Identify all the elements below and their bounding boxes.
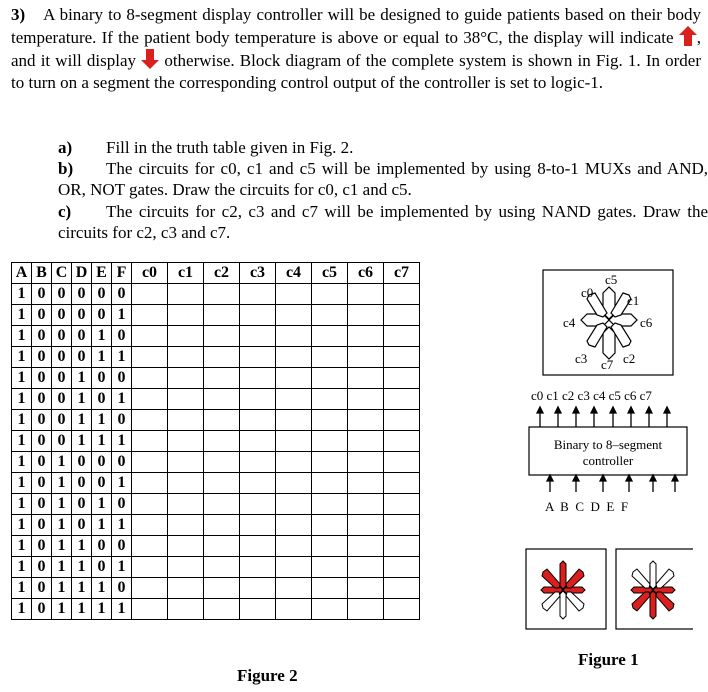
input-cell: 1 xyxy=(12,431,32,452)
output-cell-c7[interactable] xyxy=(384,347,420,368)
truth-table xyxy=(11,262,420,620)
segment-labels xyxy=(563,272,653,372)
output-cell-c1[interactable] xyxy=(168,473,204,494)
output-cell-c7[interactable] xyxy=(384,368,420,389)
question-text-3: otherwise. Block diagram of the complete system is shown in Fig. 1. In order to turn on a segment the corresponding control output of the controller is set to logic-1. xyxy=(11,51,702,92)
seg-label-c7: c7 xyxy=(601,357,614,372)
output-cell-c6[interactable] xyxy=(348,536,384,557)
input-cell: 1 xyxy=(112,305,132,326)
seg-label-c6: c6 xyxy=(640,315,653,330)
output-cell-c2[interactable] xyxy=(204,410,240,431)
seg-label-c4: c4 xyxy=(563,315,576,330)
output-cell-c0[interactable] xyxy=(132,578,168,599)
output-cell-c5[interactable] xyxy=(312,284,348,305)
input-cell: 1 xyxy=(12,515,32,536)
down-arrow-icon xyxy=(141,49,159,69)
table-row xyxy=(12,326,420,347)
input-cell: 1 xyxy=(12,368,32,389)
output-cell-c3[interactable] xyxy=(240,305,276,326)
output-cell-c7[interactable] xyxy=(384,515,420,536)
input-header-E: E xyxy=(92,263,112,284)
output-cell-c2[interactable] xyxy=(204,326,240,347)
output-cell-c7[interactable] xyxy=(384,557,420,578)
seg-label-c5: c5 xyxy=(605,272,618,287)
output-cell-c4[interactable] xyxy=(276,326,312,347)
output-cell-c7[interactable] xyxy=(384,578,420,599)
output-cell-c1[interactable] xyxy=(168,347,204,368)
input-header-A: A xyxy=(12,263,32,284)
output-cell-c6[interactable] xyxy=(348,368,384,389)
table-row xyxy=(12,305,420,326)
output-cell-c5[interactable] xyxy=(312,431,348,452)
output-cell-c4[interactable] xyxy=(276,452,312,473)
input-cell: 1 xyxy=(12,494,32,515)
input-cell: 0 xyxy=(52,368,72,389)
table-row xyxy=(12,578,420,599)
output-cell-c5[interactable] xyxy=(312,347,348,368)
output-cell-c7[interactable] xyxy=(384,452,420,473)
output-cell-c4[interactable] xyxy=(276,557,312,578)
output-cell-c3[interactable] xyxy=(240,431,276,452)
input-cell: 1 xyxy=(52,515,72,536)
table-row xyxy=(12,410,420,431)
output-cell-c4[interactable] xyxy=(276,473,312,494)
output-cell-c6[interactable] xyxy=(348,347,384,368)
output-cell-c5[interactable] xyxy=(312,389,348,410)
table-row xyxy=(12,347,420,368)
up-display-segments xyxy=(541,561,585,619)
input-cell: 0 xyxy=(112,368,132,389)
table-row xyxy=(12,431,420,452)
output-cell-c6[interactable] xyxy=(348,284,384,305)
output-cell-c1[interactable] xyxy=(168,368,204,389)
output-cell-c0[interactable] xyxy=(132,557,168,578)
output-cell-c7[interactable] xyxy=(384,473,420,494)
input-header-F: F xyxy=(112,263,132,284)
output-cell-c2[interactable] xyxy=(204,347,240,368)
output-cell-c6[interactable] xyxy=(348,557,384,578)
input-cell: 0 xyxy=(32,599,52,620)
output-cell-c4[interactable] xyxy=(276,305,312,326)
question-paragraph xyxy=(11,4,701,94)
truth-table-body xyxy=(12,284,420,620)
input-cell: 0 xyxy=(32,347,52,368)
input-cell: 0 xyxy=(32,284,52,305)
input-cell: 0 xyxy=(32,389,52,410)
output-header-c3: c3 xyxy=(240,263,276,284)
input-arrows xyxy=(547,475,678,492)
output-cell-c6[interactable] xyxy=(348,389,384,410)
output-cell-c0[interactable] xyxy=(132,431,168,452)
output-cell-c5[interactable] xyxy=(312,473,348,494)
output-cell-c1[interactable] xyxy=(168,515,204,536)
input-cell: 0 xyxy=(32,431,52,452)
output-cell-c7[interactable] xyxy=(384,536,420,557)
output-cell-c1[interactable] xyxy=(168,578,204,599)
output-cell-c2[interactable] xyxy=(204,578,240,599)
output-cell-c1[interactable] xyxy=(168,326,204,347)
input-cell: 1 xyxy=(92,431,112,452)
input-cell: 0 xyxy=(32,494,52,515)
output-cell-c6[interactable] xyxy=(348,473,384,494)
output-header-c7: c7 xyxy=(384,263,420,284)
seg-label-c0: c0 xyxy=(581,285,594,300)
input-cell: 0 xyxy=(32,515,52,536)
input-cell: 0 xyxy=(72,452,92,473)
output-cell-c7[interactable] xyxy=(384,305,420,326)
input-cell: 1 xyxy=(112,431,132,452)
input-cell: 1 xyxy=(52,599,72,620)
output-cell-c6[interactable] xyxy=(348,326,384,347)
subpart-c xyxy=(58,201,708,243)
input-cell: 0 xyxy=(32,326,52,347)
input-cell: 0 xyxy=(92,452,112,473)
input-cell: 1 xyxy=(92,599,112,620)
input-cell: 0 xyxy=(92,284,112,305)
table-row xyxy=(12,452,420,473)
input-cell: 1 xyxy=(112,557,132,578)
output-cell-c3[interactable] xyxy=(240,326,276,347)
input-header-C: C xyxy=(52,263,72,284)
input-cell: 0 xyxy=(52,284,72,305)
question-number: 3) xyxy=(11,5,26,24)
input-cell: 1 xyxy=(12,578,32,599)
input-cell: 0 xyxy=(32,410,52,431)
output-header-c6: c6 xyxy=(348,263,384,284)
output-cell-c0[interactable] xyxy=(132,326,168,347)
output-cell-c5[interactable] xyxy=(312,557,348,578)
output-cell-c2[interactable] xyxy=(204,284,240,305)
output-cell-c7[interactable] xyxy=(384,389,420,410)
input-cell: 1 xyxy=(72,557,92,578)
output-cell-c6[interactable] xyxy=(348,515,384,536)
output-cell-c0[interactable] xyxy=(132,599,168,620)
input-cell: 0 xyxy=(72,326,92,347)
output-cell-c7[interactable] xyxy=(384,326,420,347)
output-cell-c0[interactable] xyxy=(132,473,168,494)
input-cell: 0 xyxy=(92,368,112,389)
input-cell: 0 xyxy=(32,578,52,599)
output-cell-c3[interactable] xyxy=(240,389,276,410)
output-cell-c2[interactable] xyxy=(204,305,240,326)
output-cell-c4[interactable] xyxy=(276,515,312,536)
input-cell: 1 xyxy=(12,389,32,410)
controller-title: Binary to 8–segment controller xyxy=(553,437,663,468)
output-cell-c5[interactable] xyxy=(312,515,348,536)
inputs-label: A B C D E F xyxy=(545,499,629,514)
output-cell-c3[interactable] xyxy=(240,515,276,536)
output-cell-c6[interactable] xyxy=(348,305,384,326)
input-cell: 1 xyxy=(52,557,72,578)
input-cell: 0 xyxy=(32,368,52,389)
input-cell: 1 xyxy=(12,536,32,557)
output-cell-c5[interactable] xyxy=(312,410,348,431)
input-cell: 1 xyxy=(12,326,32,347)
input-cell: 0 xyxy=(112,536,132,557)
input-cell: 0 xyxy=(32,305,52,326)
output-cell-c2[interactable] xyxy=(204,389,240,410)
output-cell-c6[interactable] xyxy=(348,494,384,515)
output-cell-c2[interactable] xyxy=(204,599,240,620)
input-cell: 1 xyxy=(52,452,72,473)
input-cell: 1 xyxy=(92,326,112,347)
output-cell-c4[interactable] xyxy=(276,389,312,410)
output-cell-c7[interactable] xyxy=(384,284,420,305)
question-text-2: , and it will display xyxy=(11,28,702,70)
output-cell-c6[interactable] xyxy=(348,578,384,599)
output-cell-c4[interactable] xyxy=(276,368,312,389)
output-header-c1: c1 xyxy=(168,263,204,284)
truth-table-header xyxy=(12,263,420,284)
output-cell-c2[interactable] xyxy=(204,368,240,389)
output-cell-c5[interactable] xyxy=(312,326,348,347)
output-cell-c3[interactable] xyxy=(240,347,276,368)
table-row xyxy=(12,368,420,389)
output-cell-c4[interactable] xyxy=(276,431,312,452)
input-cell: 0 xyxy=(32,557,52,578)
input-cell: 1 xyxy=(112,515,132,536)
seg-label-c1: c1 xyxy=(627,293,640,308)
output-cell-c7[interactable] xyxy=(384,599,420,620)
figure2-caption: Figure 2 xyxy=(237,666,298,685)
output-cell-c0[interactable] xyxy=(132,347,168,368)
output-cell-c5[interactable] xyxy=(312,536,348,557)
subpart-a xyxy=(58,137,708,158)
input-cell: 0 xyxy=(32,452,52,473)
table-row xyxy=(12,515,420,536)
output-cell-c2[interactable] xyxy=(204,536,240,557)
seg-label-c2: c2 xyxy=(623,351,636,366)
input-cell: 1 xyxy=(12,452,32,473)
input-cell: 1 xyxy=(12,284,32,305)
output-cell-c3[interactable] xyxy=(240,410,276,431)
input-cell: 0 xyxy=(52,326,72,347)
output-cell-c1[interactable] xyxy=(168,536,204,557)
input-cell: 1 xyxy=(12,557,32,578)
output-cell-c4[interactable] xyxy=(276,347,312,368)
output-cell-c5[interactable] xyxy=(312,599,348,620)
output-cell-c1[interactable] xyxy=(168,452,204,473)
input-cell: 0 xyxy=(52,431,72,452)
input-cell: 0 xyxy=(72,473,92,494)
output-cell-c7[interactable] xyxy=(384,431,420,452)
output-cell-c3[interactable] xyxy=(240,473,276,494)
output-cell-c0[interactable] xyxy=(132,284,168,305)
input-cell: 1 xyxy=(52,473,72,494)
question-text-1: A binary to 8-segment display controller will be designed to guide patients based on their body temperature. If the patient body temperature is above or equal to 38°C, the display will indicate xyxy=(11,5,701,47)
display-up-arrow xyxy=(533,560,593,622)
output-cell-c1[interactable] xyxy=(168,389,204,410)
input-cell: 0 xyxy=(32,473,52,494)
output-cell-c1[interactable] xyxy=(168,599,204,620)
input-cell: 0 xyxy=(112,410,132,431)
display-down-arrow xyxy=(623,560,683,622)
table-row xyxy=(12,473,420,494)
output-cell-c1[interactable] xyxy=(168,557,204,578)
output-cell-c6[interactable] xyxy=(348,599,384,620)
output-cell-c3[interactable] xyxy=(240,578,276,599)
output-cell-c3[interactable] xyxy=(240,557,276,578)
output-cell-c0[interactable] xyxy=(132,515,168,536)
output-cell-c6[interactable] xyxy=(348,431,384,452)
output-cell-c4[interactable] xyxy=(276,284,312,305)
input-cell: 0 xyxy=(112,578,132,599)
outputs-label: c0 c1 c2 c3 c4 c5 c6 c7 xyxy=(531,388,652,403)
output-cell-c5[interactable] xyxy=(312,578,348,599)
output-cell-c5[interactable] xyxy=(312,494,348,515)
input-cell: 1 xyxy=(52,494,72,515)
input-cell: 1 xyxy=(92,347,112,368)
output-cell-c1[interactable] xyxy=(168,431,204,452)
output-cell-c3[interactable] xyxy=(240,599,276,620)
input-cell: 1 xyxy=(112,473,132,494)
table-row xyxy=(12,557,420,578)
table-row xyxy=(12,536,420,557)
input-cell: 1 xyxy=(12,305,32,326)
input-cell: 1 xyxy=(52,536,72,557)
output-cell-c5[interactable] xyxy=(312,305,348,326)
subpart-b xyxy=(58,158,708,200)
input-cell: 1 xyxy=(92,494,112,515)
output-cell-c0[interactable] xyxy=(132,536,168,557)
output-cell-c4[interactable] xyxy=(276,410,312,431)
input-cell: 1 xyxy=(92,578,112,599)
output-cell-c5[interactable] xyxy=(312,368,348,389)
subpart-text: Fill in the truth table given in Fig. 2. xyxy=(106,138,354,157)
input-cell: 1 xyxy=(72,410,92,431)
input-cell: 0 xyxy=(72,494,92,515)
input-cell: 0 xyxy=(112,452,132,473)
up-arrow-icon xyxy=(679,26,697,46)
output-cell-c1[interactable] xyxy=(168,410,204,431)
input-cell: 1 xyxy=(72,599,92,620)
down-display-segments xyxy=(631,561,675,619)
output-cell-c4[interactable] xyxy=(276,494,312,515)
input-cell: 1 xyxy=(12,347,32,368)
input-cell: 0 xyxy=(92,536,112,557)
output-cell-c0[interactable] xyxy=(132,494,168,515)
output-cell-c1[interactable] xyxy=(168,305,204,326)
output-header-c2: c2 xyxy=(204,263,240,284)
input-cell: 1 xyxy=(12,410,32,431)
output-cell-c3[interactable] xyxy=(240,494,276,515)
output-cell-c0[interactable] xyxy=(132,389,168,410)
table-row xyxy=(12,494,420,515)
output-cell-c2[interactable] xyxy=(204,515,240,536)
input-cell: 0 xyxy=(72,284,92,305)
input-cell: 0 xyxy=(52,305,72,326)
seg-label-c3: c3 xyxy=(575,351,588,366)
output-cell-c4[interactable] xyxy=(276,578,312,599)
output-cell-c0[interactable] xyxy=(132,368,168,389)
output-cell-c6[interactable] xyxy=(348,452,384,473)
output-cell-c1[interactable] xyxy=(168,284,204,305)
output-cell-c1[interactable] xyxy=(168,494,204,515)
output-cell-c2[interactable] xyxy=(204,473,240,494)
output-arrows xyxy=(537,407,670,427)
input-cell: 0 xyxy=(92,389,112,410)
subpart-label: b) xyxy=(58,159,74,178)
table-row xyxy=(12,284,420,305)
input-cell: 1 xyxy=(112,389,132,410)
input-cell: 1 xyxy=(72,578,92,599)
input-header-D: D xyxy=(72,263,92,284)
output-cell-c2[interactable] xyxy=(204,431,240,452)
input-cell: 0 xyxy=(72,305,92,326)
input-cell: 0 xyxy=(52,389,72,410)
table-row xyxy=(12,389,420,410)
table-row xyxy=(12,599,420,620)
subpart-label: a) xyxy=(58,138,73,157)
output-cell-c0[interactable] xyxy=(132,305,168,326)
output-cell-c2[interactable] xyxy=(204,452,240,473)
input-cell: 0 xyxy=(112,494,132,515)
input-cell: 1 xyxy=(112,599,132,620)
output-cell-c3[interactable] xyxy=(240,368,276,389)
output-cell-c6[interactable] xyxy=(348,410,384,431)
input-cell: 0 xyxy=(92,473,112,494)
subpart-label: c) xyxy=(58,202,72,221)
input-cell: 1 xyxy=(12,599,32,620)
input-cell: 0 xyxy=(92,305,112,326)
input-cell: 0 xyxy=(32,536,52,557)
output-cell-c0[interactable] xyxy=(132,410,168,431)
output-cell-c3[interactable] xyxy=(240,452,276,473)
input-cell: 1 xyxy=(72,431,92,452)
output-cell-c3[interactable] xyxy=(240,536,276,557)
input-cell: 0 xyxy=(72,515,92,536)
output-cell-c4[interactable] xyxy=(276,599,312,620)
input-cell: 0 xyxy=(72,347,92,368)
subpart-text: The circuits for c2, c3 and c7 will be implemented by using NAND gates. Draw the circuits for c2, c3 and c7. xyxy=(58,202,708,242)
input-cell: 1 xyxy=(72,389,92,410)
input-cell: 1 xyxy=(92,410,112,431)
output-cell-c7[interactable] xyxy=(384,410,420,431)
input-cell: 1 xyxy=(52,578,72,599)
input-cell: 1 xyxy=(72,536,92,557)
input-cell: 1 xyxy=(12,473,32,494)
output-cell-c4[interactable] xyxy=(276,536,312,557)
input-cell: 1 xyxy=(72,368,92,389)
input-cell: 0 xyxy=(52,410,72,431)
output-header-c5: c5 xyxy=(312,263,348,284)
output-cell-c7[interactable] xyxy=(384,494,420,515)
input-cell: 0 xyxy=(52,347,72,368)
output-cell-c2[interactable] xyxy=(204,557,240,578)
output-cell-c0[interactable] xyxy=(132,452,168,473)
input-cell: 0 xyxy=(112,284,132,305)
output-cell-c3[interactable] xyxy=(240,284,276,305)
input-cell: 1 xyxy=(92,515,112,536)
input-cell: 1 xyxy=(112,347,132,368)
subpart-text: The circuits for c0, c1 and c5 will be implemented by using 8-to-1 MUXs and AND, OR, NOT gates. Draw the circuits for c0, c1 and c5. xyxy=(58,159,708,199)
input-header-B: B xyxy=(32,263,52,284)
output-cell-c2[interactable] xyxy=(204,494,240,515)
output-header-c0: c0 xyxy=(132,263,168,284)
output-cell-c5[interactable] xyxy=(312,452,348,473)
input-cell: 0 xyxy=(112,326,132,347)
figure1-caption: Figure 1 xyxy=(578,650,639,669)
output-header-c4: c4 xyxy=(276,263,312,284)
input-cell: 0 xyxy=(92,557,112,578)
